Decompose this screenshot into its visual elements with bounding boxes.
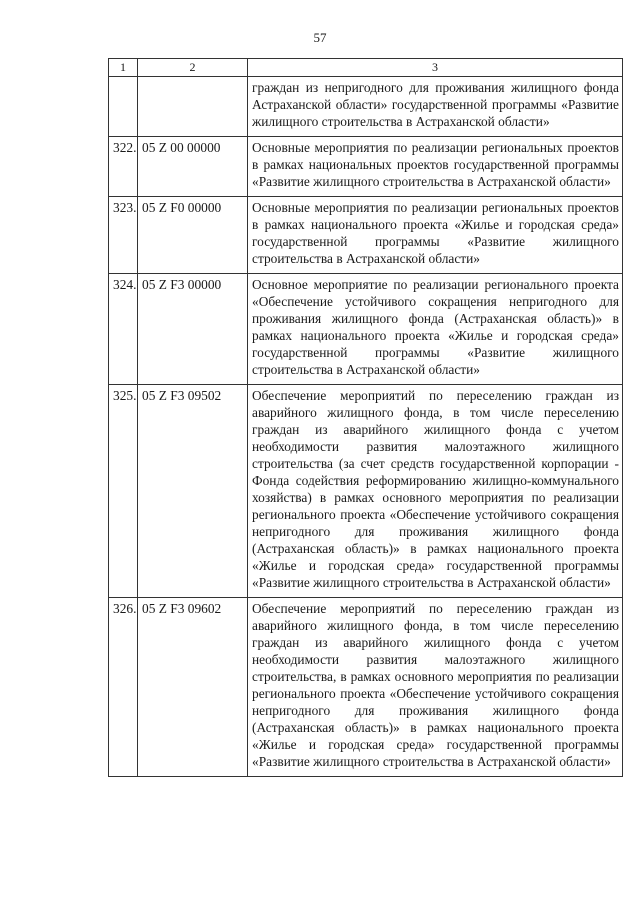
page-number: 57 [313, 30, 327, 45]
row-description: Обеспечение мероприятий по переселению граждан из аварийного жилищного фонда, в том числе переселению граждан из аварийного жилищного фонда с учетом необходимости развития малоэтажного жилищного строительства, в рамках основного мероприятия по реализации регионального проекта «Обеспечение устойчивого сокращения непригодного для проживания жилищного фонда (Астраханская область)» в рамках национального проекта «Жилье и городская среда» государственной программы «Развитие жилищного строительства в Астраханской области» [248, 598, 623, 777]
row-code: 05 Z F3 00000 [138, 274, 248, 385]
row-code: 05 Z 00 00000 [138, 137, 248, 197]
row-description: граждан из непригодного для проживания жилищного фонда Астраханской области» государственной программы «Развитие жилищного строительства в Астраханской области» [248, 77, 623, 137]
budget-classification-table [108, 58, 623, 777]
row-number [109, 77, 138, 137]
table-row [109, 137, 623, 197]
table-row [109, 598, 623, 777]
table-row [109, 197, 623, 274]
row-code: 05 Z F3 09602 [138, 598, 248, 777]
row-number: 323. [109, 197, 138, 274]
row-description: Основные мероприятия по реализации региональных проектов в рамках национальных проектов государственной программы «Развитие жилищного строительства в Астраханской области» [248, 137, 623, 197]
table-row [109, 385, 623, 598]
row-description: Основные мероприятия по реализации региональных проектов в рамках национального проекта «Жилье и городская среда» государственной программы «Развитие жилищного строительства в Астраханской области» [248, 197, 623, 274]
row-number: 325. [109, 385, 138, 598]
column-header-2: 2 [138, 59, 248, 77]
column-header-1: 1 [109, 59, 138, 77]
row-code: 05 Z F3 09502 [138, 385, 248, 598]
row-number: 326. [109, 598, 138, 777]
row-number: 322. [109, 137, 138, 197]
row-code: 05 Z F0 00000 [138, 197, 248, 274]
column-header-3: 3 [248, 59, 623, 77]
table-header-row [109, 59, 623, 77]
table-row [109, 77, 623, 137]
row-code [138, 77, 248, 137]
row-number: 324. [109, 274, 138, 385]
row-description: Обеспечение мероприятий по переселению граждан из аварийного жилищного фонда, в том числе переселению граждан из аварийного жилищного фонда с учетом необходимости развития малоэтажного жилищного строительства (за счет средств государственной корпорации - Фонда содействия реформированию жилищно-коммунального хозяйства) в рамках основного мероприятия по реализации регионального проекта «Обеспечение устойчивого сокращения непригодного для проживания жилищного фонда (Астраханская область)» в рамках национального проекта «Жилье и городская среда» государственной программы «Развитие жилищного строительства в Астраханской области» [248, 385, 623, 598]
row-description: Основное мероприятие по реализации регионального проекта «Обеспечение устойчивого сокращения непригодного для проживания жилищного фонда (Астраханская область)» в рамках национального проекта «Жилье и городская среда» государственной программы «Развитие жилищного строительства в Астраханской области» [248, 274, 623, 385]
table-row [109, 274, 623, 385]
